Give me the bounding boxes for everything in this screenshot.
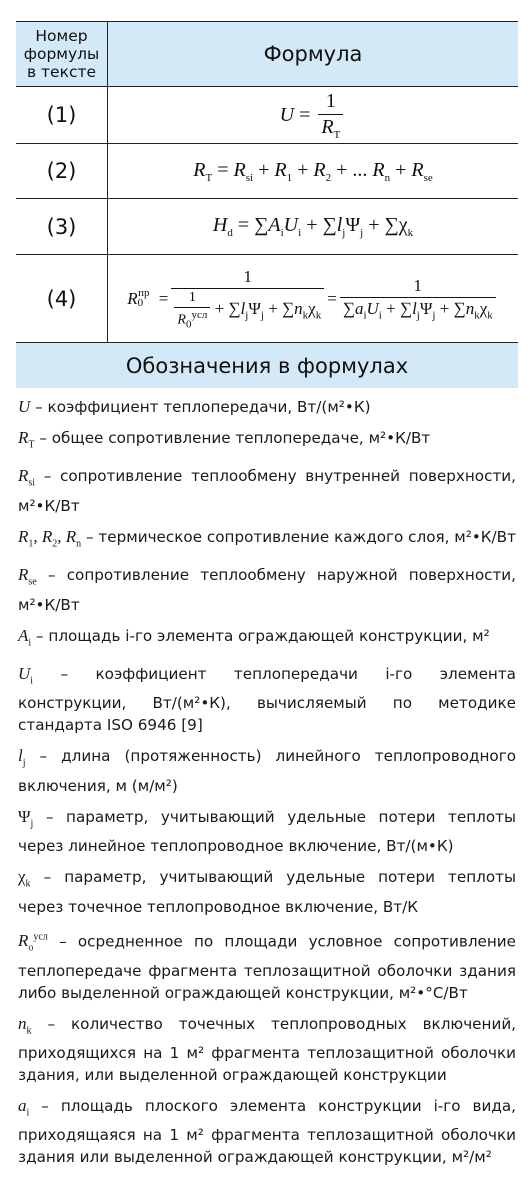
formula-4: R $_0$ $^{пр}$ = 1 $\frac{1}{R_0^{усл}}$ + $\sum l_j\Psi_j + \sum n_k\chi_k$ = $\frac{1}{\sum a_iU_i + \sum l_j\Psi_j + \sum n_k\chi_k}$ (108, 255, 518, 342)
header-num-label (16, 22, 108, 86)
definition-item: $a_i$ – площадь плоского элемента конструкции i-го вида, приходящаяся на 1 м² фрагмента теплозащитной оболочки здания или выделенной ограждающей конструкции, м²/м² (18, 1095, 516, 1167)
definition-item: $A_i$ – площадь i-го элемента ограждающей конструкции, м² (18, 625, 490, 648)
formula-table (16, 21, 518, 343)
definition-item: $R_{se}$ – сопротивление теплообмену наружной поверхности, м²•К/Вт (18, 565, 517, 614)
definition-item: $R_1$, $R_2$, $R_n$ – термическое сопротивление каждого слоя, м²•К/Вт (18, 526, 516, 550)
definition-item: $R_{si}$ – сопротивление теплообмену внутренней поверхности, м²•К/Вт (18, 466, 516, 515)
legend-title: Обозначения в формулах (16, 343, 518, 388)
definition-item: $R_T$ – общее сопротивление теплопередаче, м²•К/Вт (18, 428, 431, 451)
definition-item: $l_j$ – длина (протяженность) линейного теплопроводного включения, м (м/м²) (18, 746, 516, 795)
header-line: формулы (23, 45, 100, 63)
formula-number: (2) (16, 144, 108, 198)
definition-item: $n_k$ – количество точечных теплопроводных включений, приходящихся на 1 м² фрагмента теплозащитной оболочки здания, или выделенной ограждающей конструкции (18, 1013, 517, 1084)
definition-item: $\Psi_j$ – параметр, учитывающий удельные потери теплоты через линейное теплопроводное включение, Вт/(м•К) (18, 806, 516, 856)
header-line: в тексте (26, 63, 97, 81)
table-header (16, 22, 518, 87)
definition-item: $\chi_k$ – параметр, учитывающий удельные потери теплоты через точечное теплопроводное включение, Вт/К (18, 867, 516, 916)
definition-item: U – коэффициент теплопередачи, Вт/(м²•К) (18, 397, 371, 416)
table-row (16, 255, 518, 342)
formula-number: (3) (16, 199, 108, 254)
header-formula-label: Формула (263, 42, 363, 66)
table-row (16, 144, 518, 199)
definition-item: $R_o^{усл}$ – осредненное по площади условное сопротивление теплопередаче фрагмента теплозащитной оболочки здания либо выделенной ограждающей конструкции, м²•°С/Вт (18, 931, 517, 1002)
table-row (16, 87, 518, 144)
formula-3: $H_d = \sum A_iU_i + \sum l_j\Psi_j + \sum\chi_k$ (212, 214, 414, 239)
definitions-list (18, 396, 516, 1177)
formula-number: (1) (16, 87, 108, 143)
formula-1: U = $\frac{1}{R_T}$ (108, 87, 518, 143)
formula-number: (4) (16, 255, 108, 342)
header-line: Номер (35, 27, 88, 45)
table-row (16, 199, 518, 255)
formula-2: $R_T = R_{si} + R_1 + R_2$ + ... $R_n + R_{se}$ (193, 158, 433, 184)
definition-item: $U_i$ – коэффициент теплопередачи i-го элемента конструкции, Вт/(м²•К), вычисляемый по методике стандарта ISO 6946 [9] (18, 663, 516, 735)
